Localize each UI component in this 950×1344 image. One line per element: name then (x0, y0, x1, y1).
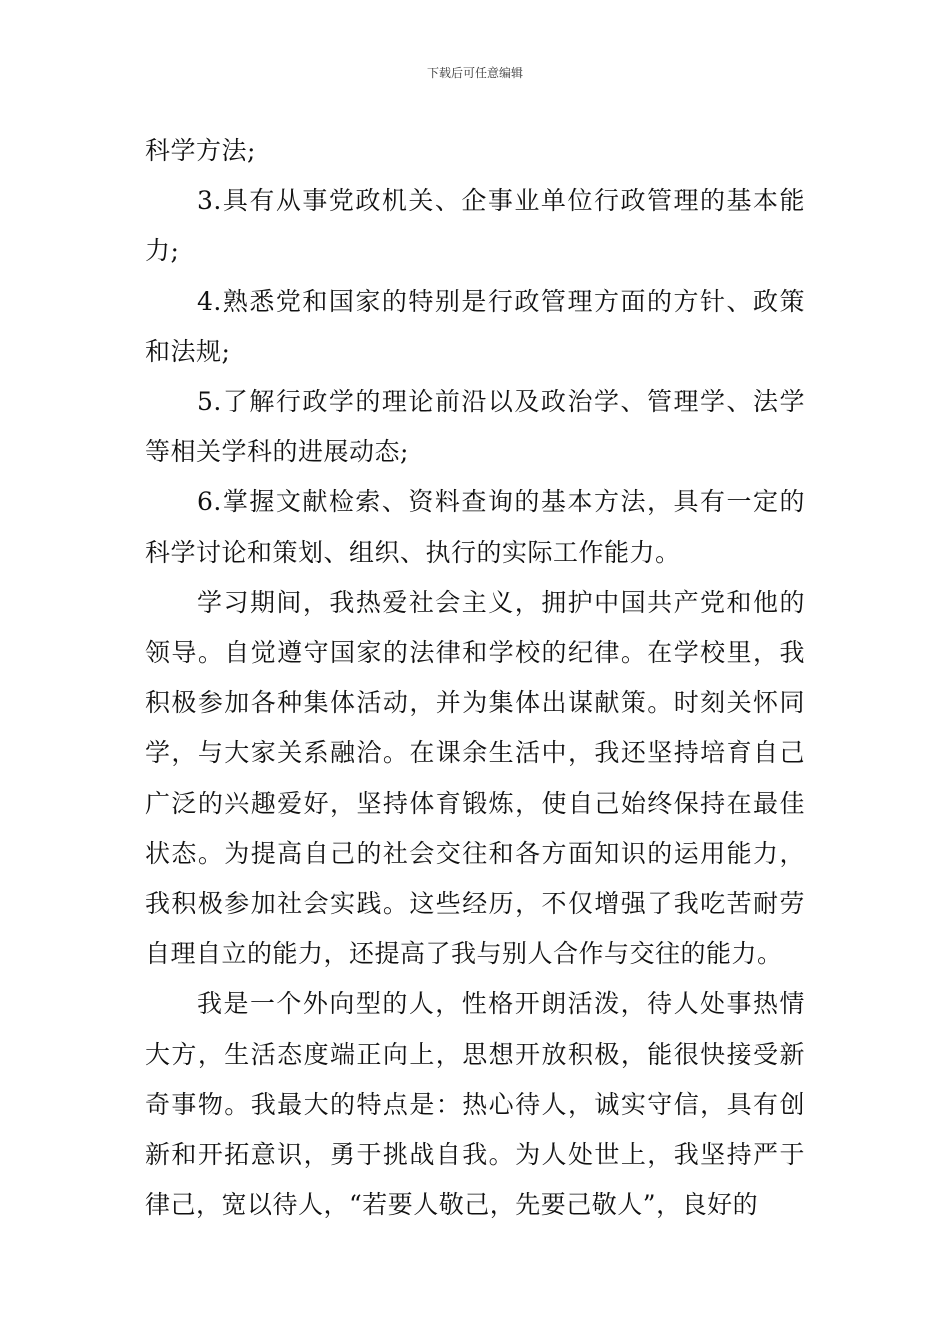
paragraph-4: 5.了解行政学的理论前沿以及政治学、管理学、法学等相关学科的进展动态; (145, 387, 805, 467)
paragraph-3: 4.熟悉党和国家的特别是行政管理方面的方针、政策和法规; (145, 286, 805, 366)
paragraph-5: 6.掌握文献检索、资料查询的基本方法，具有一定的科学讨论和策划、组织、执行的实际工作能力。 (145, 487, 805, 567)
page-header: 下载后可任意编辑 (426, 66, 523, 80)
document-body (145, 126, 805, 1230)
paragraph-2: 3.具有从事党政机关、企事业单位行政管理的基本能力; (145, 186, 805, 266)
paragraph-7: 我是一个外向型的人，性格开朗活泼，待人处事热情大方，生活态度端正向上，思想开放积极，能很快接受新奇事物。我最大的特点是：热心待人，诚实守信，具有创新和开拓意识，勇于挑战自我。为人处世上，我坚持严于律己，宽以待人，“若要人敬己，先要己敬人”，良好的 (145, 989, 805, 1220)
paragraph-1: 科学方法; (145, 136, 256, 165)
paragraph-6: 学习期间，我热爱社会主义，拥护中国共产党和他的领导。自觉遵守国家的法律和学校的纪律。在学校里，我积极参加各种集体活动，并为集体出谋献策。时刻关怀同学，与大家关系融洽。在课余生活中，我还坚持培育自己广泛的兴趣爱好，坚持体育锻炼，使自己始终保持在最佳状态。为提高自己的社会交往和各方面知识的运用能力，我积极参加社会实践。这些经历，不仅增强了我吃苦耐劳自理自立的能力，还提高了我与别人合作与交往的能力。 (145, 587, 805, 969)
